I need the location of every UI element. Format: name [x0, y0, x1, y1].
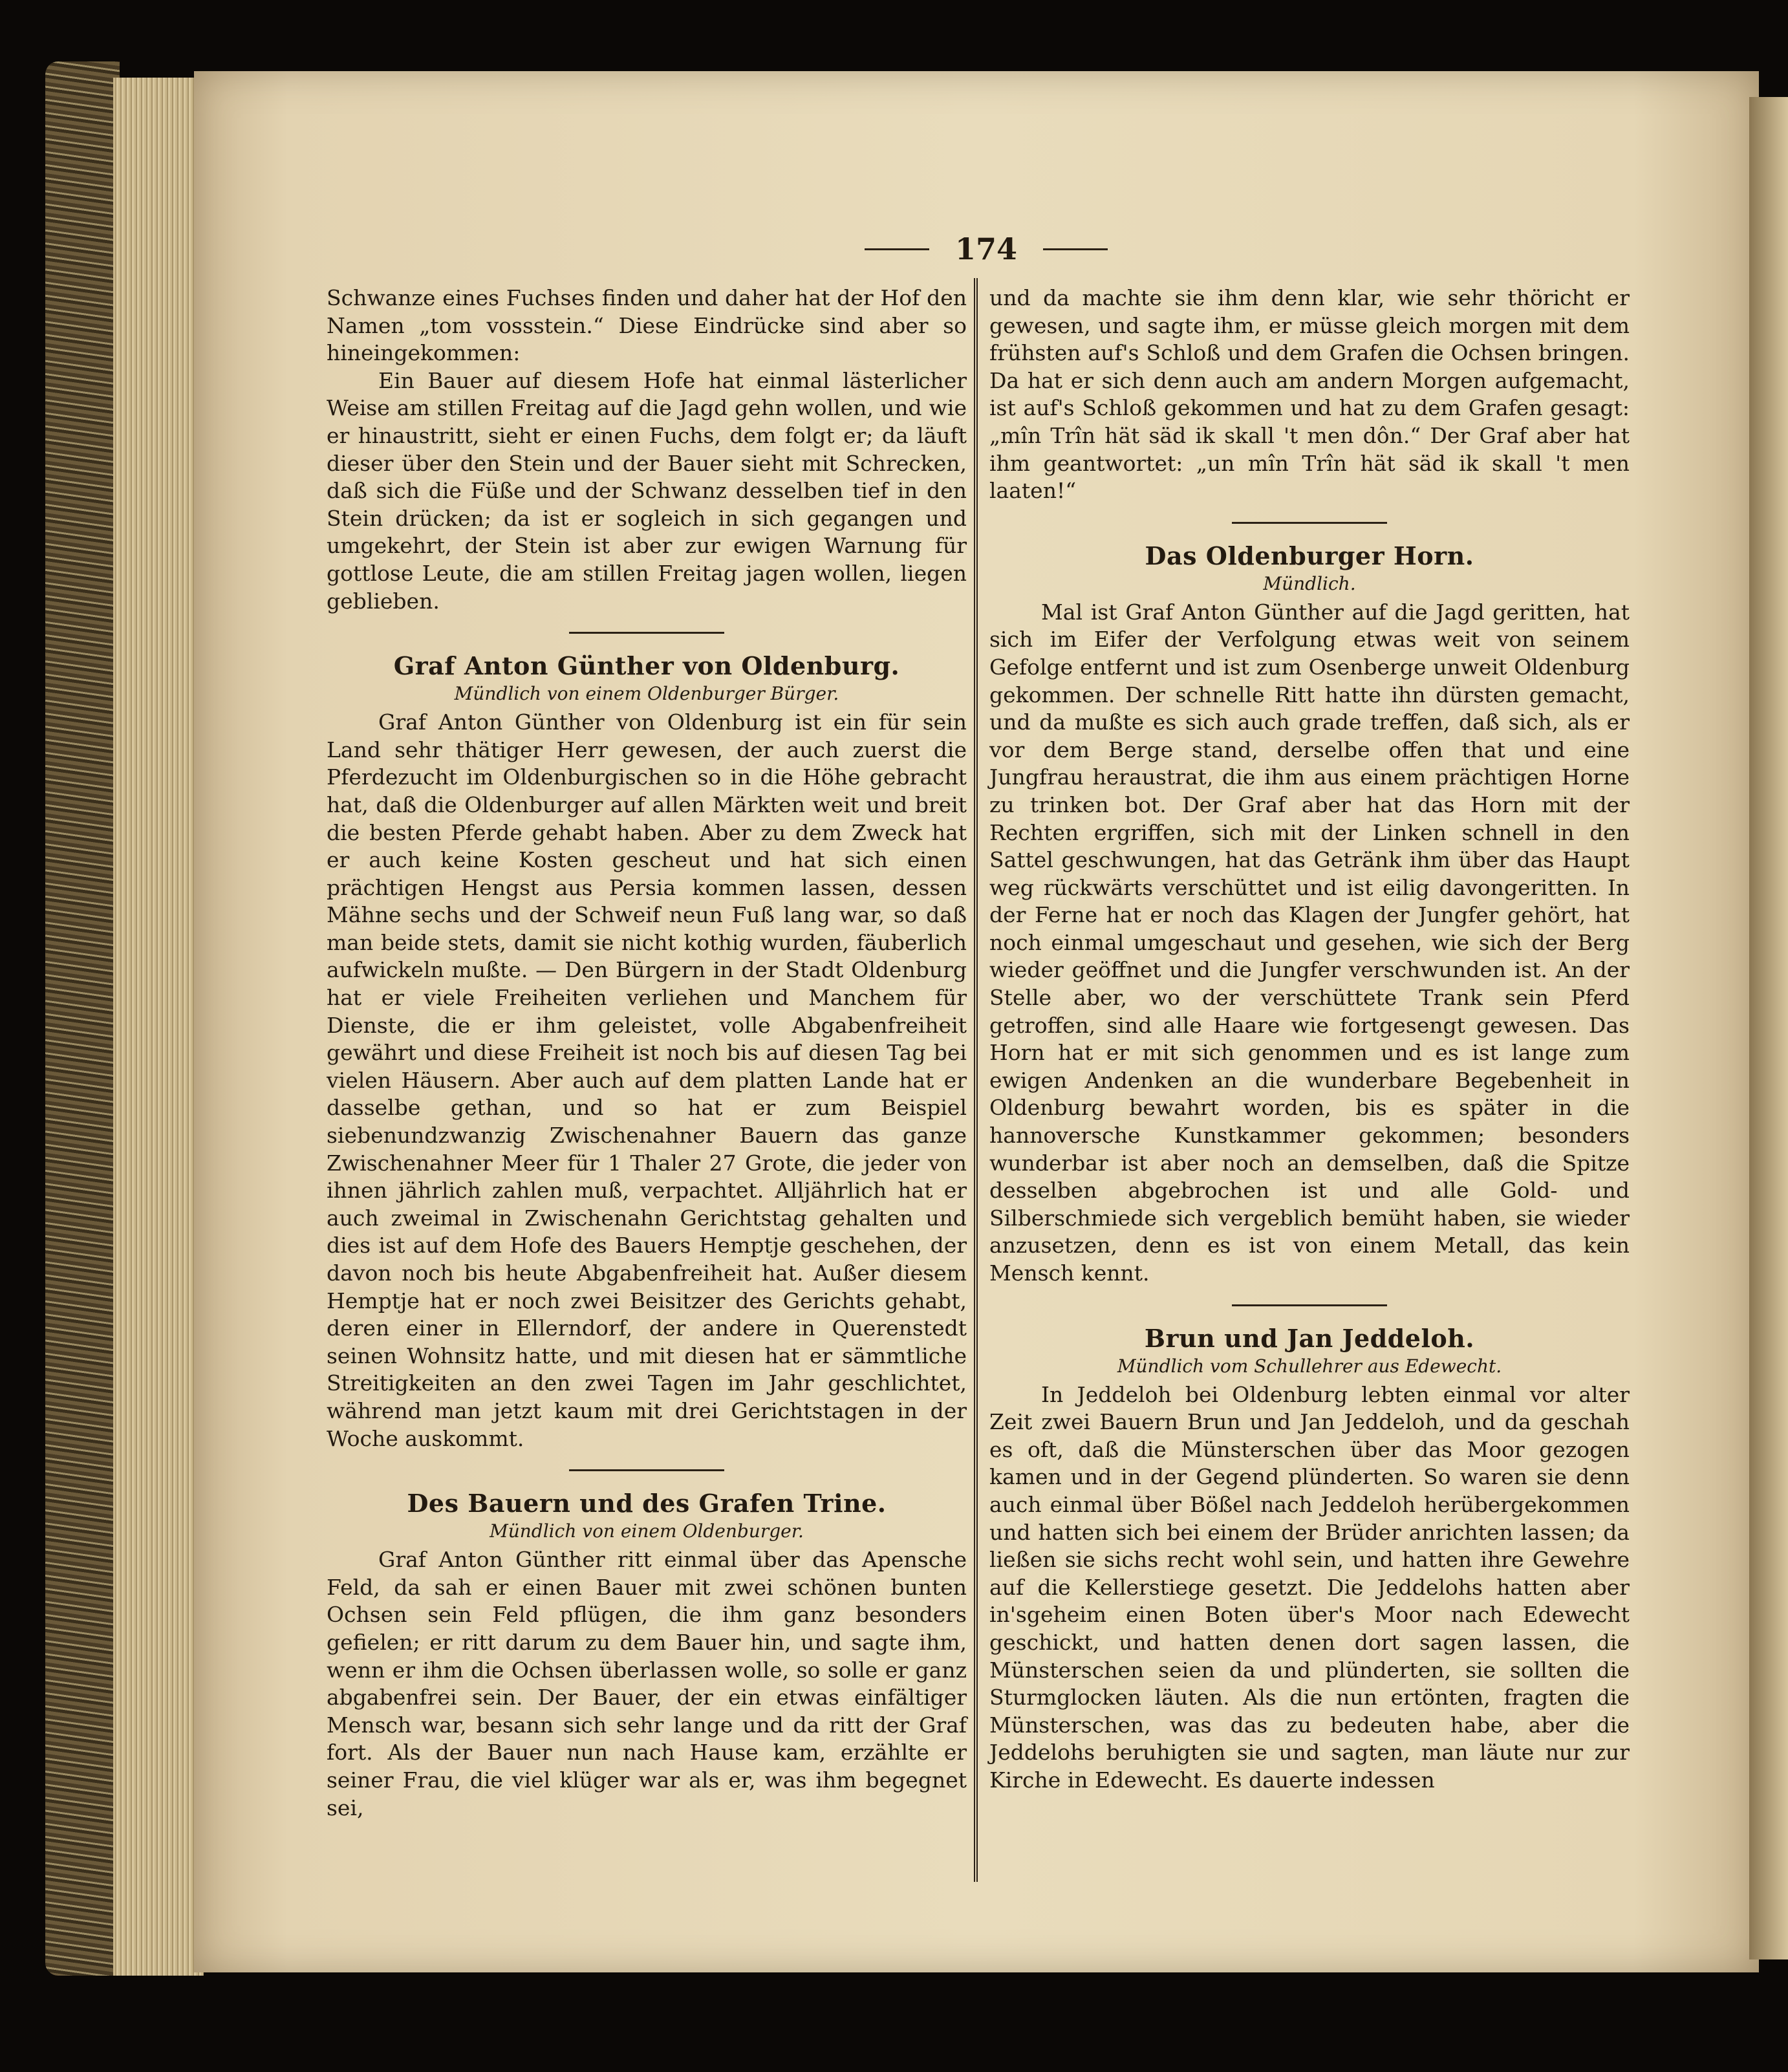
page-number: 174 [954, 232, 1018, 266]
section-title: Das Oldenburger Horn. [1145, 541, 1474, 570]
section-subtitle: Mündlich von einem Oldenburger Bürger. [454, 683, 839, 705]
page-header [841, 230, 1132, 268]
right-column [989, 285, 1630, 1795]
paragraph: Graf Anton Günther von Oldenburg ist ein für sein Land sehr thätiger Herr gewesen, der auch zuerst die Pferdezucht im Oldenburgischen so in die Höhe gebracht hat, daß die Oldenburger auf allen Märkten weit und breit die besten Pferde gehabt haben. Aber zu dem Zweck hat er auch keine Kosten gescheut und hat sich einen prächtigen Hengst aus Persia kommen lassen, dessen Mähne sechs und der Schweif neun Fuß lang war, so daß man beide stets, damit sie nicht kothig wurden, fäuberlich aufwickeln mußte. — Den Bürgern in der Stadt Oldenburg hat er viele Freiheiten verliehen und Manchem für Dienste, die er ihm geleistet, volle Abgabenfreiheit gewährt und diese Freiheit ist noch bis auf diesen Tag bei vielen Häusern. Aber auch auf dem platten Lande hat er dasselbe gethan, und so hat er zum Beispiel siebenundzwanzig Zwischenahner Bauern das ganze Zwischenahner Meer für 1 Thaler 27 Grote, die jeder von ihnen jährlich zahlen muß, verpachtet. Alljährlich hat er auch zweimal in Zwischenahn Gerichtstag gehalten und dies ist auf dem Hofe des Bauers Hemptje geschehen, der davon noch bis heute Abgabenfreiheit hat. Außer diesem Hemptje hat er noch zwei Beisitzer des Gerichts gehabt, deren einer in Ellerndorf, der andere in Querenstedt seinen Wohnsitz hatte, und mit diesen hat er sämmtliche Streitigkeiten an den zwei Tagen im Jahr geschlichtet, während man jetzt kaum mit drei Gerichtstagen in der Woche auskommt. [327, 709, 967, 1451]
section-title: Brun und Jan Jeddeloh. [1144, 1323, 1475, 1353]
section-separator [1232, 522, 1387, 524]
header-rule-right [1043, 248, 1108, 250]
section-title: Des Bauern und des Grafen Trine. [407, 1489, 887, 1518]
section-subtitle: Mündlich. [1263, 572, 1356, 594]
header-rule-left [865, 248, 929, 250]
paragraph: Graf Anton Günther ritt einmal über das Apensche Feld, da sah er einen Bauer mit zwei schönen bunten Ochsen sein Feld pflügen, die ihm ganz besonders gefielen; er ritt darum zu dem Bauer hin, und sagte ihm, wenn er ihm die Ochsen überlassen wolle, so solle er ganz abgabenfrei sein. Der Bauer, der ein etwas einfältiger Mensch war, besann sich sehr lange und da ritt der Graf fort. Als der Bauer nun nach Hause kam, erzählte er seiner Frau, die viel klüger war als er, was ihm begegnet sei, [327, 1547, 967, 1820]
section-separator [1232, 1304, 1387, 1306]
section-subtitle: Mündlich vom Schullehrer aus Edewecht. [1117, 1355, 1502, 1377]
left-column [327, 285, 967, 1822]
paragraph: Schwanze eines Fuchses finden und daher hat der Hof den Namen „tom vossstein.“ Diese Eindrücke sind aber so hineingekommen: [327, 285, 967, 366]
page-edges [113, 78, 204, 1976]
paragraph: und da machte sie ihm denn klar, wie sehr thöricht er gewesen, und sagte ihm, er müsse gleich morgen mit dem frühsten auf's Schloß und dem Grafen die Ochsen bringen. Da hat er sich denn auch am andern Morgen aufgemacht, ist auf's Schloß gekommen und hat zu dem Grafen gesagt: „mîn Trîn hät säd ik skall 't men dôn.“ Der Graf aber hat ihm geantwortet: „un mîn Trîn hät säd ik skall 't men laaten!“ [989, 285, 1630, 504]
paragraph: Ein Bauer auf diesem Hofe hat einmal lästerlicher Weise am stillen Freitag auf die Jagd gehn wollen, und wie er hinaustritt, sieht er einen Fuchs, dem folgt er; da läuft dieser über den Stein und der Bauer sieht mit Schrecken, daß sich die Füße und der Schwanz desselben tief in den Stein drücken; da ist er sogleich in sich gegangen und umgekehrt, der Stein ist aber zur ewigen Warnung für gottlose Leute, die am stillen Freitag jagen wollen, liegen geblieben. [327, 367, 967, 614]
column-divider [974, 278, 978, 1882]
section-title: Graf Anton Günther von Oldenburg. [393, 651, 900, 681]
next-page-edge [1749, 97, 1788, 1959]
paragraph: In Jeddeloh bei Oldenburg lebten einmal vor alter Zeit zwei Bauern Brun und Jan Jeddeloh, und da geschah es oft, daß die Münsterschen über das Moor gezogen kamen und in der Gegend plünderten. So waren sie denn auch einmal über Bößel nach Jeddeloh herübergekommen und hatten sich bei einem der Brüder anrichten lassen; da ließen sie sichs recht wohl sein, und hatten ihre Gewehre auf die Kellerstiege gesetzt. Die Jeddelohs hatten aber in'sgeheim einen Boten über's Moor nach Edewecht geschickt, und hatten denen dort sagen lassen, die Münsterschen seien da und plünderten, sie sollten die Sturmglocken läuten. Als die nun ertönten, fragten die Münsterschen, was das zu bedeuten habe, aber die Jeddelohs beruhigten sie und sagten, man läute nur zur Kirche in Edewecht. Es dauerte indessen [989, 1381, 1630, 1793]
paragraph: Mal ist Graf Anton Günther auf die Jagd geritten, hat sich im Eifer der Verfolgung etwas weit von seinem Gefolge entfernt und ist zum Osenberge unweit Oldenburg gekommen. Der schnelle Ritt hatte ihn dürsten gemacht, und da mußte es sich auch grade treffen, daß sich, als er vor dem Berge stand, derselbe offen that und eine Jungfrau heraustrat, die ihm aus einem prächtigen Horne zu trinken bot. Der Graf aber hat das Horn mit der Rechten ergriffen, sich mit der Linken schnell in den Sattel geschwungen, hat das Getränk ihm über das Haupt weg rückwärts verschüttet und ist eilig davongeritten. In der Ferne hat er noch das Klagen der Jungfer gehört, hat noch einmal umgeschaut und gesehen, wie sich der Berg wieder geöffnet und die Jungfer verschwunden ist. An der Stelle aber, wo der verschüttete Trank sein Pferd getroffen, sind alle Haare wie fortgesengt gewesen. Das Horn hat er mit sich genommen und es ist lange zum ewigen Andenken an die wunderbare Begebenheit in Oldenburg bewahrt worden, bis es später in die hannoversche Kunstkammer gekommen; besonders wunderbar ist aber noch an demselben, daß die Spitze desselben abgebrochen ist und alle Gold- und Silberschmiede sich vergeblich bemüht haben, sie wieder anzusetzen, denn es ist von einem Metall, das kein Mensch kennt. [989, 599, 1630, 1286]
section-separator [569, 1469, 724, 1471]
section-separator [569, 632, 724, 634]
section-subtitle: Mündlich von einem Oldenburger. [490, 1520, 804, 1542]
book-binding [45, 61, 120, 1976]
